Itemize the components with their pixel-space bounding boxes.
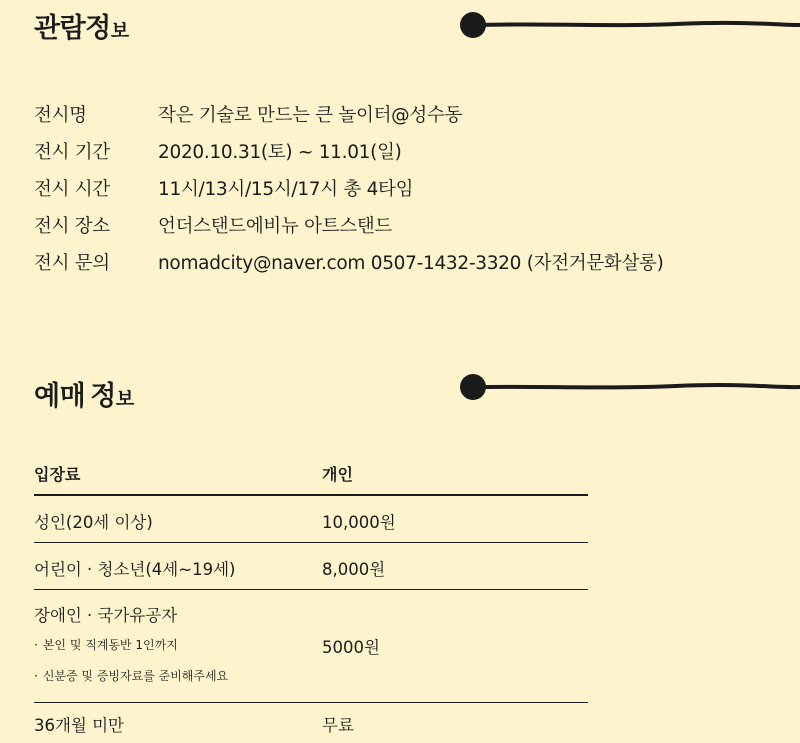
price-amount: 8,000원 [322, 560, 386, 579]
price-row [34, 703, 588, 743]
viewing-info-title [34, 6, 129, 45]
price-row [34, 496, 588, 543]
viewing-title-main: 관람정 [34, 13, 111, 44]
ticket-title-main: 예매 [34, 381, 86, 412]
header-price: 개인 [322, 465, 353, 484]
info-label: 전시 장소 [34, 216, 110, 237]
info-value: 언더스탠드에비뉴 아트스탠드 [158, 216, 393, 237]
price-table-header [34, 452, 588, 496]
price-note: · 본인 및 직계동반 1인까지 [34, 636, 228, 667]
price-category: 36개월 미만 [34, 716, 124, 735]
ticket-title-divider [456, 372, 800, 402]
price-category: 성인(20세 이상) [34, 513, 153, 532]
price-row [34, 590, 588, 703]
price-category: 장애인 · 국가유공자 [34, 606, 178, 625]
header-category: 입장료 [34, 465, 81, 484]
info-label: 전시 기간 [34, 142, 110, 163]
viewing-title-divider [456, 10, 800, 40]
info-value: nomadcity@naver.com 0507-1432-3320 (자전거문화살롱) [158, 253, 664, 274]
price-amount: 5000원 [322, 638, 380, 657]
info-value: 작은 기술로 만드는 큰 놀이터@성수동 [158, 105, 463, 126]
info-value: 2020.10.31(토) ~ 11.01(일) [158, 142, 402, 163]
viewing-title-small: 보 [110, 20, 129, 42]
info-value: 11시/13시/15시/17시 총 4타임 [158, 179, 414, 200]
price-amount: 10,000원 [322, 513, 396, 532]
ticket-info-title [34, 374, 134, 413]
price-note: · 신분증 및 증빙자료를 준비해주세요 [34, 667, 228, 698]
ticket-title-main2: 정 [90, 381, 116, 412]
price-category: 어린이 · 청소년(4세~19세) [34, 560, 236, 579]
info-label: 전시 문의 [34, 253, 110, 274]
price-row [34, 543, 588, 590]
price-amount: 무료 [322, 716, 354, 735]
info-label: 전시 시간 [34, 179, 110, 200]
info-label: 전시명 [34, 105, 87, 126]
price-notes [34, 636, 228, 698]
price-table [34, 452, 588, 743]
ticket-title-small: 보 [115, 388, 134, 410]
